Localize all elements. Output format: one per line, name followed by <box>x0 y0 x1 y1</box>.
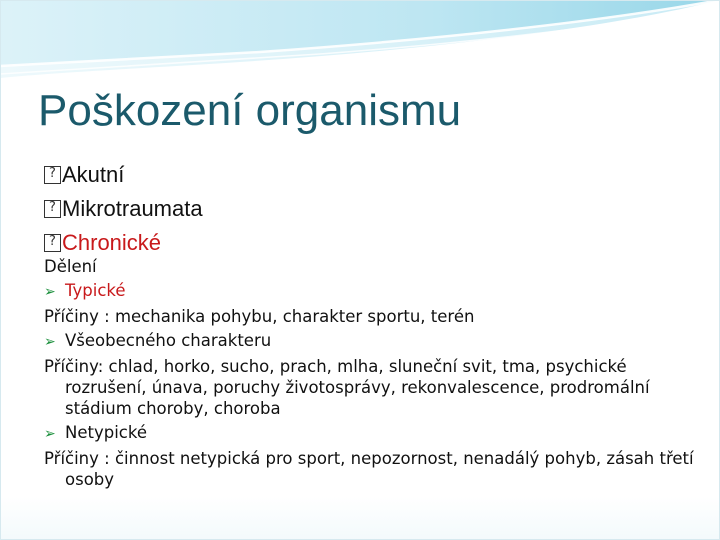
bullet-item-mikrotraumata <box>44 192 203 226</box>
sub-bullet-typicke <box>44 280 694 303</box>
sub-bullet-label: Typické <box>65 281 126 300</box>
causes-vseobecne: Příčiny: chlad, horko, sucho, prach, mlha, sluneční svit, tma, psychické rozrušení, únava, poruchy životosprávy, rekonvalescence, prodromální stádium choroby, choroba <box>44 357 650 418</box>
bullet-text: Chronické <box>62 230 162 255</box>
bullet-item-akutni <box>44 158 203 192</box>
page-title: Poškození organismu <box>38 86 462 135</box>
sub-bullet-label: Netypické <box>65 423 147 442</box>
bullet-item-chronicke <box>44 226 203 260</box>
section-heading: Dělení <box>44 257 97 276</box>
arrow-bullet-icon: ➢ <box>44 426 56 442</box>
bullet-text: Mikrotraumata <box>62 196 203 221</box>
sub-bullet-label: Všeobecného charakteru <box>65 331 272 350</box>
sub-bullet-vseobecne <box>44 330 694 353</box>
arrow-bullet-icon: ➢ <box>44 284 56 300</box>
missing-glyph-box-icon <box>44 234 61 252</box>
missing-glyph-box-icon <box>44 200 61 218</box>
sub-bullet-netypicke <box>44 422 694 445</box>
bullet-text: Akutní <box>62 162 125 187</box>
main-bullet-list <box>44 158 203 260</box>
header-wave-decoration <box>0 0 720 80</box>
missing-glyph-box-icon <box>44 166 61 184</box>
content-block <box>44 256 694 493</box>
causes-typicke: Příčiny : mechanika pohybu, charakter sportu, terén <box>44 307 475 326</box>
arrow-bullet-icon: ➢ <box>44 334 56 350</box>
causes-netypicke: Příčiny : činnost netypická pro sport, nepozornost, nenadálý pohyb, zásah třetí osoby <box>44 449 694 489</box>
